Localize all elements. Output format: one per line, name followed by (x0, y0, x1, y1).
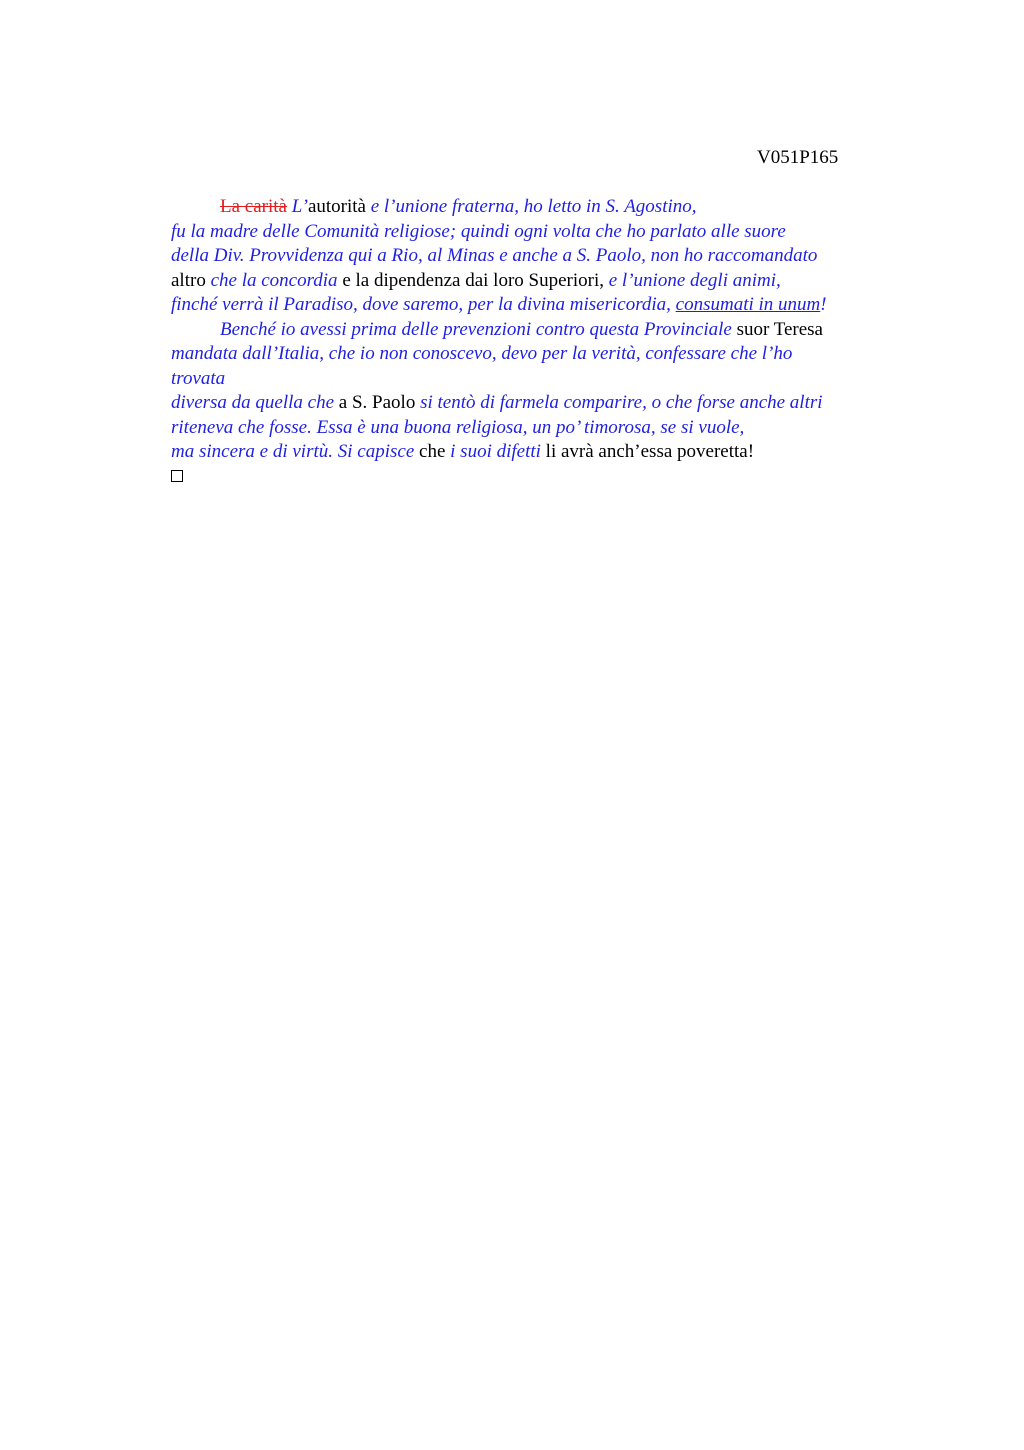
text-span: L’ (291, 196, 308, 217)
text-span: altro (171, 269, 211, 291)
text-line-5 (171, 293, 901, 318)
page-identifier: V051P165 (757, 147, 839, 168)
text-span: Benché io avessi prima delle prevenzioni contro questa Provinciale (220, 318, 732, 340)
text-span: li avrà anch’essa poveretta! (540, 441, 755, 462)
text-span: che (414, 441, 451, 462)
letter-text (171, 195, 901, 489)
text-span: riteneva che fosse. Essa è una buona religiosa, un po’ timorosa, se si vuole, (171, 416, 745, 438)
text-span: La carità (220, 196, 287, 217)
text-line-4 (171, 269, 901, 294)
text-span: che la concordia (210, 269, 338, 291)
text-span: consumati in unum (675, 294, 821, 315)
text-span: e l’unione degli animi, (608, 269, 781, 291)
text-line-8 (171, 367, 901, 392)
text-line-11 (171, 440, 901, 465)
text-span: finché verrà il Paradiso, dove saremo, per la divina misericordia, (171, 294, 676, 315)
text-line-7 (171, 342, 901, 367)
text-span: ! (820, 294, 827, 315)
text-line-6 (171, 318, 901, 343)
text-span: a S. Paolo (334, 392, 421, 413)
text-line-1 (171, 195, 901, 220)
text-span: suor Teresa (731, 318, 823, 340)
text-span: e la dipendenza dai loro Superiori, (337, 269, 609, 291)
text-span: i suoi difetti (450, 441, 541, 462)
text-line-2 (171, 220, 901, 245)
end-marker-line (171, 465, 901, 490)
text-span: e l’unione fraterna, ho letto in S. Agostino, (365, 196, 697, 217)
text-span: mandata dall’Italia, che io non conoscevo, devo per la verità, confessare che l’ho (171, 343, 793, 364)
text-span: della Div. Provvidenza qui a Rio, al Minas e anche a S. Paolo, non ho raccomandato (171, 245, 818, 266)
text-span: trovata (171, 367, 226, 389)
text-span: ma sincera e di virtù. Si capisce (171, 441, 415, 462)
text-line-3 (171, 244, 901, 269)
end-box-icon (171, 470, 183, 482)
text-span: si tentò di farmela comparire, o che forse anche altri (420, 392, 823, 413)
text-span: autorità (307, 196, 366, 217)
text-span: fu la madre delle Comunità religiose; quindi ogni volta che ho parlato alle suore (171, 220, 786, 242)
text-line-10 (171, 416, 901, 441)
text-span: diversa da quella che (171, 392, 335, 413)
text-line-9 (171, 391, 901, 416)
